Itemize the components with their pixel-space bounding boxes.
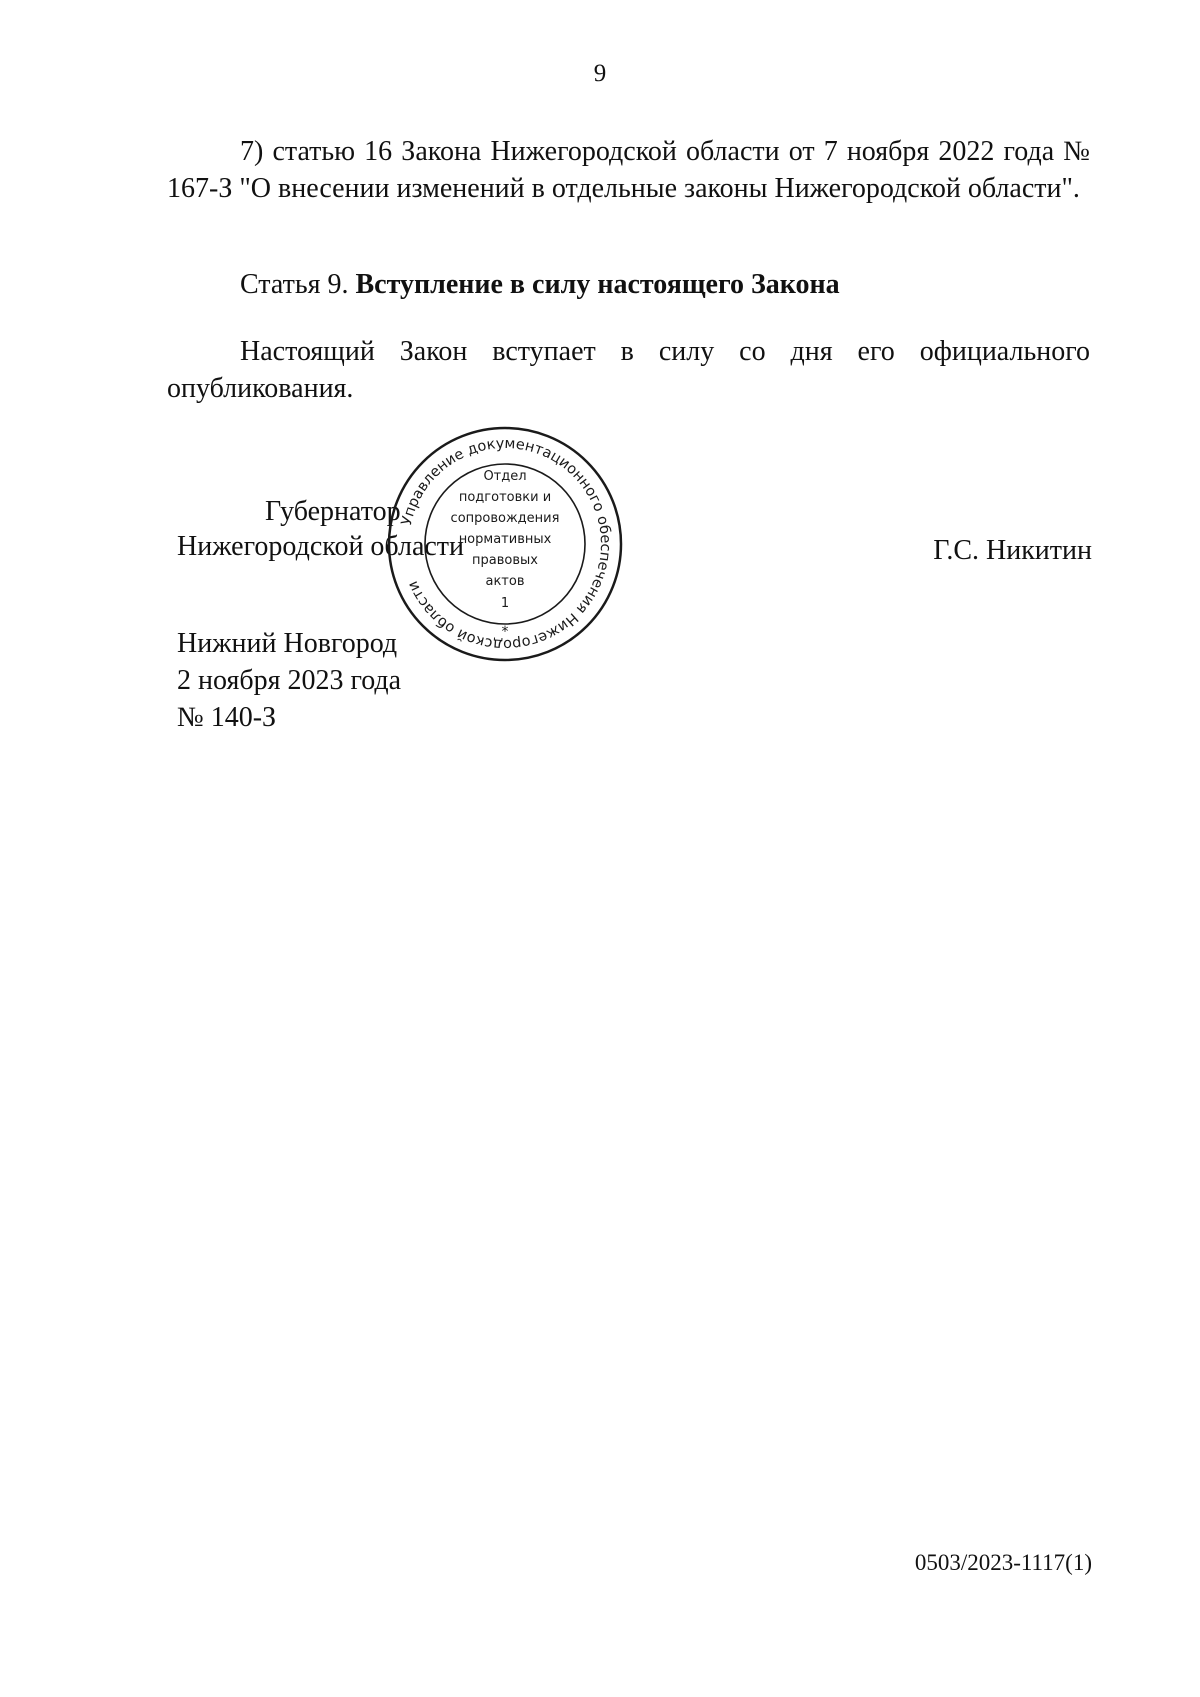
signing-date: 2 ноября 2023 года [177,665,402,696]
document-code: 0503/2023-1117(1) [914,1550,1092,1575]
signatory-title-line-2: Нижегородской области [177,531,465,562]
article-9-body: Настоящий Закон вступает в силу со дня его официального опубликования. [167,336,1090,404]
page-number: 9 [593,60,607,87]
article-9-heading [240,266,840,303]
signatory-name: Г.С. Никитин [933,535,1092,566]
stamp-center-line: нормативных [458,532,552,547]
stamp-center-line: сопровождения [450,511,560,526]
stamp-center-line: правовых [472,553,538,568]
stamp-center-line: подготовки и [458,490,552,505]
place-of-signing: Нижний Новгород [177,628,398,659]
stamp-center-line: Отдел [483,469,527,484]
stamp-center-line: актов [485,574,525,589]
stamp-star-icon: * [501,624,509,640]
article-9-label: Статья 9. [240,269,356,300]
signatory-title-line-1: Губернатор [265,496,401,527]
law-number: № 140-З [177,702,277,733]
stamp-number: 1 [500,596,510,611]
article-9-title: Вступление в силу настоящего Закона [355,269,840,300]
stamp-ring-text: Управление документационного обеспечения Нижегородской области [398,435,614,653]
item-7-paragraph: 7) статью 16 Закона Нижегородской области от 7 ноября 2022 года № 167-З "О внесении изменений в отдельные законы Нижегородской области". [167,136,1090,204]
official-stamp [385,424,625,664]
